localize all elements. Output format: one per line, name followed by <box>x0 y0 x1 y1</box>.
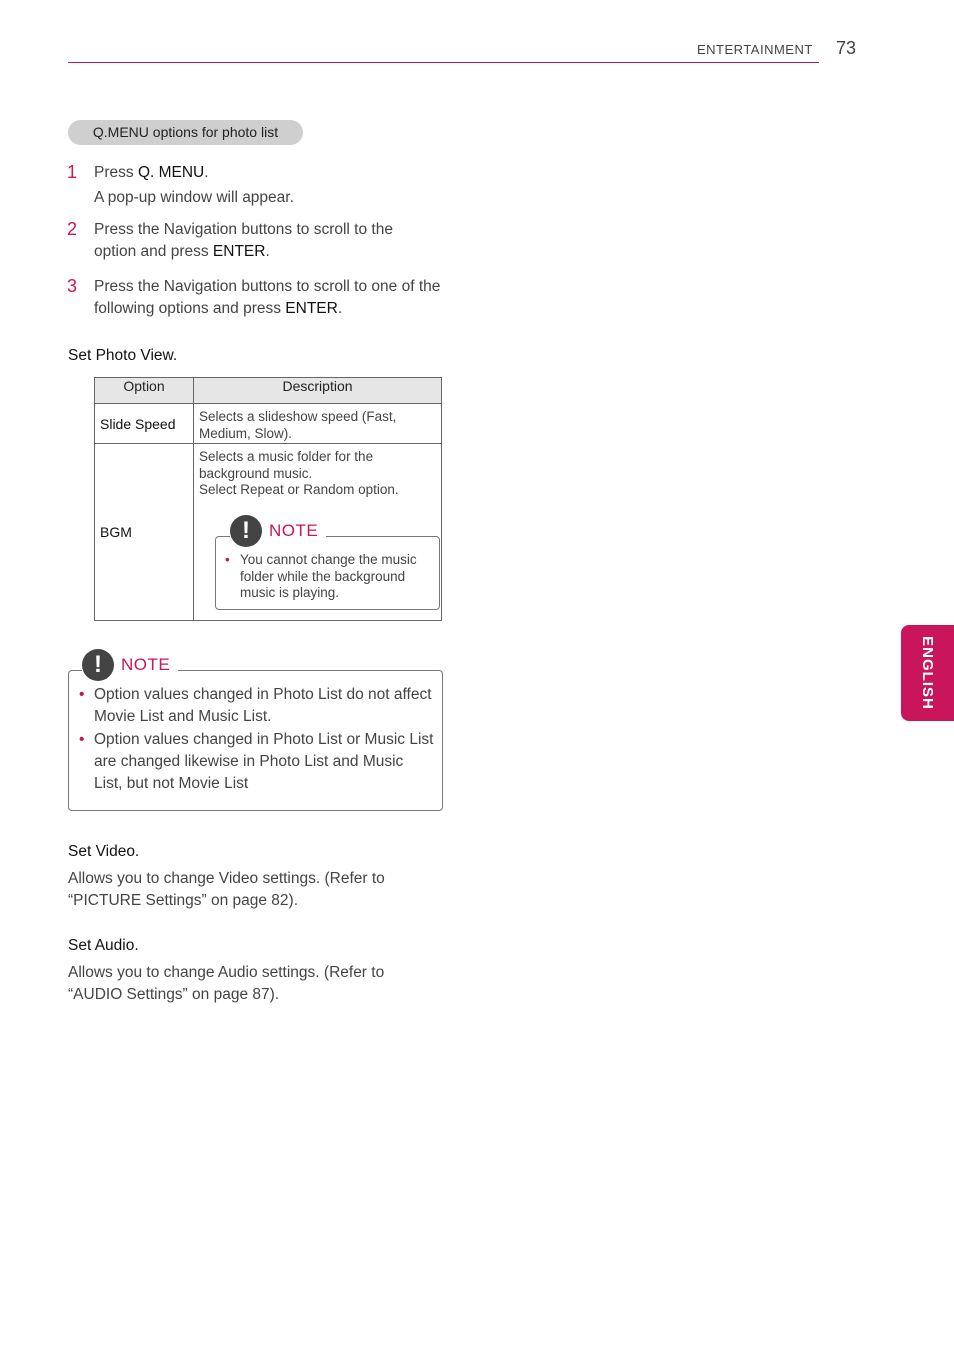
exclamation-icon: ! <box>230 515 262 547</box>
list-item: • You cannot change the music folder while the background music is playing. <box>240 552 438 602</box>
list-item: • Option values changed in Photo List do not affect Movie List and Music List. <box>94 684 434 729</box>
header-divider <box>68 62 819 63</box>
table-header-description: Description <box>194 378 442 404</box>
key-name: Q. MENU <box>137 164 205 181</box>
table-cell-option: Slide Speed <box>95 404 194 444</box>
step-number: 1 <box>67 162 78 182</box>
step-text: Press the Navigation buttons to scroll to one of the following options and press ENTER. <box>94 278 441 317</box>
table-row <box>95 404 442 444</box>
exclamation-icon: ! <box>82 649 114 681</box>
note-title: NOTE <box>121 655 171 674</box>
step-text: Press the Navigation buttons to scroll to the option and press ENTER. <box>94 221 393 260</box>
note-header <box>82 649 178 681</box>
note-box <box>68 651 443 811</box>
inner-note-header <box>230 515 326 547</box>
header-section-label: ENTERTAINMENT <box>697 42 813 57</box>
section-title-audio: Set Audio. <box>68 937 139 954</box>
step-subtext: A pop-up window will appear. <box>94 189 294 206</box>
inner-note-list <box>240 552 438 602</box>
section-pill: Q.MENU options for photo list <box>68 120 303 145</box>
language-tab-label: ENGLISH <box>919 636 936 710</box>
step-text: Press Q. MENU. A pop-up window will appear. <box>94 162 454 209</box>
language-tab <box>901 625 954 721</box>
key-name: ENTER <box>212 243 266 260</box>
inner-note-title: NOTE <box>269 520 319 540</box>
key-name: ENTER <box>285 300 338 317</box>
step-number: 3 <box>67 276 78 296</box>
table-cell-description: Selects a slideshow speed (Fast, Medium, Slow). <box>194 404 442 444</box>
photo-view-options-table <box>94 377 442 621</box>
table-cell-option: BGM <box>95 444 194 621</box>
list-item: • Option values changed in Photo List or Music List are changed likewise in Photo List and Music List, but not Movie List <box>94 729 434 796</box>
section-title-photo-view: Set Photo View. <box>68 347 178 364</box>
page-number: 73 <box>836 38 857 58</box>
table-row <box>95 444 442 621</box>
video-description: Allows you to change Video settings. (Refer to “PICTURE Settings” on page 82). <box>68 870 385 909</box>
section-title-video: Set Video. <box>68 843 140 860</box>
step-number: 2 <box>67 219 78 239</box>
table-cell-description: Selects a music folder for the background music. Select Repeat or Random option. ! NOTE • You cannot change the music folder while the background music is playing. <box>194 444 442 621</box>
table-header-option: Option <box>95 378 194 404</box>
audio-description: Allows you to change Audio settings. (Refer to “AUDIO Settings” on page 87). <box>68 964 385 1003</box>
note-list <box>94 684 434 795</box>
table-header-row <box>95 378 442 404</box>
